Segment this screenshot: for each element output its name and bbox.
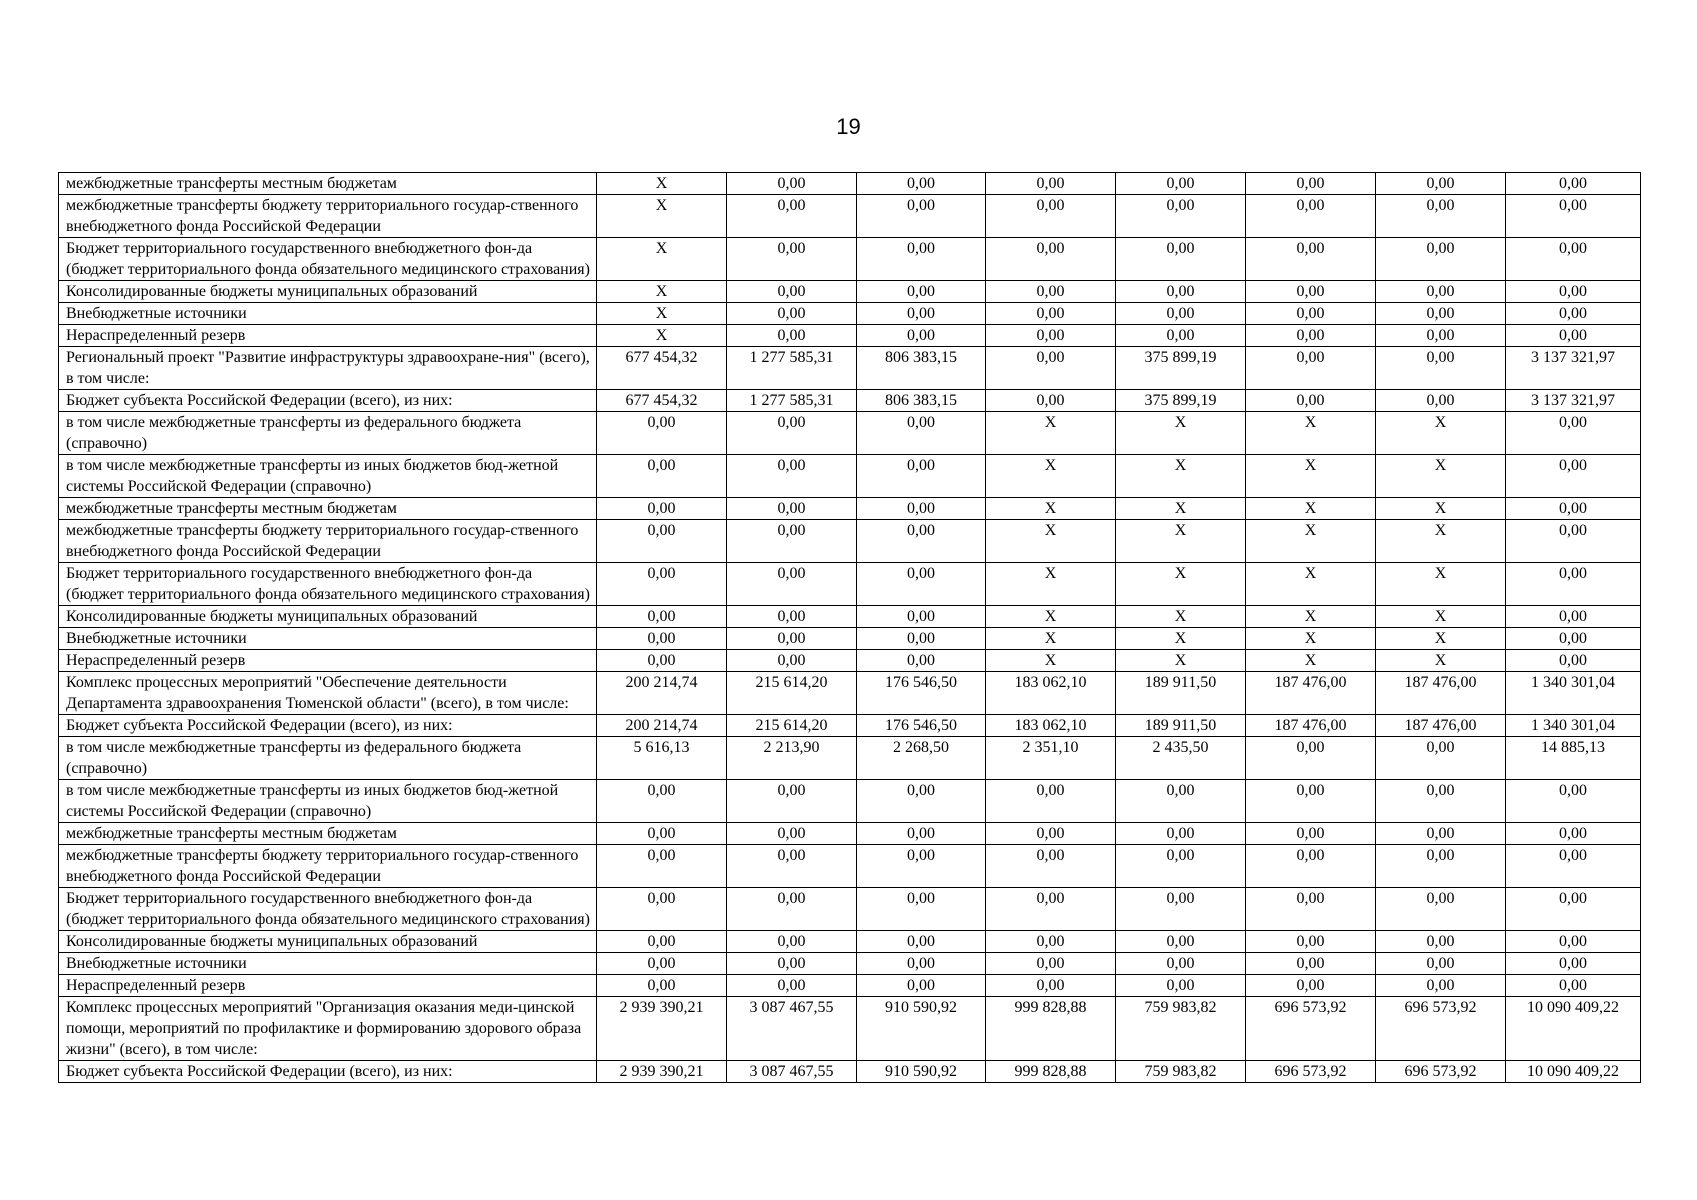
value-cell: X (1376, 412, 1506, 455)
table-row (59, 650, 1641, 672)
value-cell: 0,00 (1116, 931, 1246, 953)
value-cell: 10 090 409,22 (1506, 1061, 1641, 1083)
value-cell: 2 939 390,21 (597, 1061, 727, 1083)
table-row (59, 303, 1641, 325)
value-cell: 0,00 (1246, 390, 1376, 412)
value-cell: 0,00 (1116, 195, 1246, 238)
value-cell: 696 573,92 (1246, 997, 1376, 1061)
value-cell: 0,00 (1376, 737, 1506, 780)
value-cell: 0,00 (597, 498, 727, 520)
value-cell: 5 616,13 (597, 737, 727, 780)
table-row (59, 823, 1641, 845)
value-cell: 0,00 (727, 238, 857, 281)
value-cell: 0,00 (727, 780, 857, 823)
value-cell: 0,00 (727, 650, 857, 672)
value-cell: 0,00 (986, 931, 1116, 953)
value-cell: 0,00 (727, 303, 857, 325)
value-cell: 375 899,19 (1116, 347, 1246, 390)
value-cell: 0,00 (1246, 325, 1376, 347)
value-cell: 3 087 467,55 (727, 997, 857, 1061)
value-cell: 0,00 (597, 606, 727, 628)
value-cell: 0,00 (1506, 281, 1641, 303)
value-cell: 0,00 (1376, 888, 1506, 931)
value-cell: X (1246, 563, 1376, 606)
value-cell: 2 268,50 (857, 737, 986, 780)
value-cell: X (1376, 563, 1506, 606)
value-cell: 0,00 (597, 953, 727, 975)
value-cell: 0,00 (1506, 975, 1641, 997)
value-cell: X (986, 455, 1116, 498)
value-cell: 0,00 (1506, 606, 1641, 628)
value-cell: X (1246, 498, 1376, 520)
value-cell: X (1116, 628, 1246, 650)
value-cell: 0,00 (727, 931, 857, 953)
table-row (59, 931, 1641, 953)
value-cell: 759 983,82 (1116, 997, 1246, 1061)
table-row (59, 281, 1641, 303)
value-cell: 0,00 (1246, 195, 1376, 238)
value-cell: 0,00 (1246, 931, 1376, 953)
value-cell: 183 062,10 (986, 672, 1116, 715)
value-cell: 0,00 (1246, 347, 1376, 390)
row-label: Консолидированные бюджеты муниципальных образований (59, 931, 597, 953)
row-label: в том числе межбюджетные трансферты из иных бюджетов бюд-жетной системы Российской Федерации (справочно) (59, 780, 597, 823)
value-cell: X (597, 173, 727, 195)
value-cell: 0,00 (1116, 888, 1246, 931)
row-label: в том числе межбюджетные трансферты из федерального бюджета (справочно) (59, 412, 597, 455)
row-label: Внебюджетные источники (59, 628, 597, 650)
table-row (59, 606, 1641, 628)
value-cell: 0,00 (1246, 953, 1376, 975)
value-cell: 0,00 (986, 195, 1116, 238)
value-cell: X (597, 195, 727, 238)
table-row (59, 390, 1641, 412)
value-cell: 696 573,92 (1376, 997, 1506, 1061)
value-cell: 0,00 (1116, 975, 1246, 997)
value-cell: 0,00 (986, 390, 1116, 412)
row-label: в том числе межбюджетные трансферты из иных бюджетов бюд-жетной системы Российской Федерации (справочно) (59, 455, 597, 498)
row-label: Бюджет территориального государственного внебюджетного фон-да (бюджет территориального фонда обязательного медицинского страхования) (59, 563, 597, 606)
value-cell: 0,00 (857, 780, 986, 823)
value-cell: 0,00 (986, 173, 1116, 195)
value-cell: X (1376, 520, 1506, 563)
value-cell: 0,00 (857, 455, 986, 498)
value-cell: X (986, 606, 1116, 628)
value-cell: X (1116, 606, 1246, 628)
value-cell: 0,00 (986, 953, 1116, 975)
value-cell: 10 090 409,22 (1506, 997, 1641, 1061)
row-label: Комплекс процессных мероприятий "Обеспечение деятельности Департамента здравоохранения Тюменской области" (всего), в том числе: (59, 672, 597, 715)
value-cell: 0,00 (1506, 520, 1641, 563)
value-cell: 0,00 (1246, 238, 1376, 281)
value-cell: 215 614,20 (727, 672, 857, 715)
value-cell: 0,00 (1506, 563, 1641, 606)
table-row (59, 173, 1641, 195)
row-label: Внебюджетные источники (59, 303, 597, 325)
value-cell: 0,00 (857, 845, 986, 888)
value-cell: 2 435,50 (1116, 737, 1246, 780)
value-cell: X (986, 412, 1116, 455)
value-cell: 200 214,74 (597, 672, 727, 715)
value-cell: X (597, 325, 727, 347)
value-cell: 0,00 (1506, 823, 1641, 845)
value-cell: 0,00 (857, 931, 986, 953)
value-cell: X (597, 238, 727, 281)
value-cell: 0,00 (1506, 195, 1641, 238)
value-cell: 0,00 (1116, 325, 1246, 347)
value-cell: 0,00 (597, 931, 727, 953)
value-cell: 0,00 (727, 628, 857, 650)
value-cell: X (1376, 628, 1506, 650)
table-row (59, 325, 1641, 347)
value-cell: 2 213,90 (727, 737, 857, 780)
value-cell: 0,00 (1246, 888, 1376, 931)
value-cell: 0,00 (727, 281, 857, 303)
table-row (59, 563, 1641, 606)
value-cell: 0,00 (857, 975, 986, 997)
value-cell: 0,00 (857, 628, 986, 650)
value-cell: X (986, 498, 1116, 520)
value-cell: 806 383,15 (857, 347, 986, 390)
value-cell: 0,00 (1376, 238, 1506, 281)
value-cell: 0,00 (727, 975, 857, 997)
value-cell: 0,00 (857, 606, 986, 628)
value-cell: 0,00 (1246, 303, 1376, 325)
value-cell: 0,00 (597, 780, 727, 823)
value-cell: 0,00 (1506, 628, 1641, 650)
value-cell: 677 454,32 (597, 347, 727, 390)
value-cell: 0,00 (1506, 303, 1641, 325)
value-cell: 0,00 (727, 498, 857, 520)
value-cell: 0,00 (597, 888, 727, 931)
row-label: межбюджетные трансферты бюджету территориального государ-ственного внебюджетного фонда Российской Федерации (59, 845, 597, 888)
value-cell: 0,00 (1116, 953, 1246, 975)
value-cell: X (1246, 628, 1376, 650)
value-cell: X (597, 281, 727, 303)
value-cell: X (986, 650, 1116, 672)
value-cell: 0,00 (1376, 953, 1506, 975)
value-cell: X (1376, 498, 1506, 520)
value-cell: 187 476,00 (1246, 672, 1376, 715)
row-label: в том числе межбюджетные трансферты из федерального бюджета (справочно) (59, 737, 597, 780)
value-cell: 0,00 (986, 888, 1116, 931)
value-cell: 0,00 (1376, 780, 1506, 823)
table-row (59, 455, 1641, 498)
value-cell: 2 351,10 (986, 737, 1116, 780)
value-cell: 0,00 (1506, 845, 1641, 888)
value-cell: 759 983,82 (1116, 1061, 1246, 1083)
value-cell: 0,00 (1376, 281, 1506, 303)
value-cell: 0,00 (986, 780, 1116, 823)
value-cell: 0,00 (1506, 931, 1641, 953)
value-cell: 3 087 467,55 (727, 1061, 857, 1083)
value-cell: 0,00 (1506, 455, 1641, 498)
value-cell: X (1376, 455, 1506, 498)
value-cell: X (1116, 455, 1246, 498)
value-cell: 0,00 (1506, 238, 1641, 281)
value-cell: 0,00 (857, 563, 986, 606)
value-cell: 0,00 (1376, 347, 1506, 390)
value-cell: 0,00 (857, 412, 986, 455)
value-cell: 0,00 (727, 195, 857, 238)
row-label: межбюджетные трансферты бюджету территориального государ-ственного внебюджетного фонда Российской Федерации (59, 195, 597, 238)
value-cell: 0,00 (597, 845, 727, 888)
value-cell: 183 062,10 (986, 715, 1116, 737)
table-row (59, 498, 1641, 520)
table-row (59, 780, 1641, 823)
value-cell: 0,00 (1376, 975, 1506, 997)
row-label: Бюджет субъекта Российской Федерации (всего), из них: (59, 390, 597, 412)
value-cell: X (1246, 455, 1376, 498)
value-cell: 999 828,88 (986, 1061, 1116, 1083)
value-cell: 0,00 (857, 888, 986, 931)
value-cell: 0,00 (1376, 303, 1506, 325)
value-cell: 0,00 (986, 325, 1116, 347)
row-label: Нераспределенный резерв (59, 650, 597, 672)
table-row (59, 997, 1641, 1061)
value-cell: 0,00 (727, 325, 857, 347)
value-cell: 0,00 (597, 520, 727, 563)
table-row (59, 347, 1641, 390)
value-cell: 0,00 (1506, 953, 1641, 975)
value-cell: 0,00 (1506, 780, 1641, 823)
table-row (59, 195, 1641, 238)
row-label: межбюджетные трансферты местным бюджетам (59, 498, 597, 520)
value-cell: 910 590,92 (857, 997, 986, 1061)
row-label: Консолидированные бюджеты муниципальных образований (59, 606, 597, 628)
value-cell: 176 546,50 (857, 672, 986, 715)
value-cell: 0,00 (1376, 823, 1506, 845)
value-cell: 677 454,32 (597, 390, 727, 412)
budget-table (58, 172, 1641, 1083)
value-cell: 2 939 390,21 (597, 997, 727, 1061)
value-cell: 0,00 (1506, 650, 1641, 672)
value-cell: 0,00 (1376, 390, 1506, 412)
value-cell: 0,00 (857, 195, 986, 238)
row-label: Нераспределенный резерв (59, 325, 597, 347)
table-row (59, 888, 1641, 931)
value-cell: X (1116, 412, 1246, 455)
value-cell: 3 137 321,97 (1506, 390, 1641, 412)
value-cell: 0,00 (1246, 975, 1376, 997)
value-cell: 189 911,50 (1116, 715, 1246, 737)
value-cell: 0,00 (597, 650, 727, 672)
value-cell: X (986, 628, 1116, 650)
value-cell: X (1116, 563, 1246, 606)
value-cell: 0,00 (857, 498, 986, 520)
value-cell: 0,00 (727, 173, 857, 195)
value-cell: 0,00 (597, 628, 727, 650)
value-cell: 1 277 585,31 (727, 390, 857, 412)
value-cell: 1 277 585,31 (727, 347, 857, 390)
value-cell: 0,00 (1246, 780, 1376, 823)
value-cell: 0,00 (1506, 412, 1641, 455)
row-label: межбюджетные трансферты местным бюджетам (59, 173, 597, 195)
value-cell: 0,00 (727, 606, 857, 628)
value-cell: X (1116, 650, 1246, 672)
table-row (59, 412, 1641, 455)
value-cell: 0,00 (1376, 173, 1506, 195)
value-cell: X (1376, 606, 1506, 628)
value-cell: 0,00 (727, 520, 857, 563)
value-cell: 0,00 (597, 975, 727, 997)
value-cell: X (986, 520, 1116, 563)
value-cell: X (1246, 412, 1376, 455)
value-cell: 0,00 (986, 281, 1116, 303)
value-cell: X (1116, 498, 1246, 520)
value-cell: 1 340 301,04 (1506, 715, 1641, 737)
value-cell: 0,00 (1376, 931, 1506, 953)
value-cell: X (1246, 520, 1376, 563)
value-cell: X (1246, 606, 1376, 628)
table-row (59, 1061, 1641, 1083)
value-cell: 0,00 (597, 412, 727, 455)
value-cell: 0,00 (597, 563, 727, 606)
row-label: Внебюджетные источники (59, 953, 597, 975)
value-cell: 189 911,50 (1116, 672, 1246, 715)
value-cell: 0,00 (1246, 737, 1376, 780)
value-cell: 3 137 321,97 (1506, 347, 1641, 390)
value-cell: 0,00 (727, 455, 857, 498)
value-cell: 0,00 (857, 650, 986, 672)
value-cell: 14 885,13 (1506, 737, 1641, 780)
value-cell: 0,00 (857, 520, 986, 563)
value-cell: 0,00 (1116, 823, 1246, 845)
value-cell: 0,00 (727, 412, 857, 455)
row-label: межбюджетные трансферты местным бюджетам (59, 823, 597, 845)
value-cell: 0,00 (1116, 303, 1246, 325)
value-cell: 0,00 (986, 238, 1116, 281)
value-cell: 0,00 (986, 845, 1116, 888)
row-label: Бюджет субъекта Российской Федерации (всего), из них: (59, 1061, 597, 1083)
value-cell: 215 614,20 (727, 715, 857, 737)
value-cell: 0,00 (1506, 888, 1641, 931)
table-row (59, 628, 1641, 650)
value-cell: 0,00 (1246, 173, 1376, 195)
table-row (59, 238, 1641, 281)
value-cell: 0,00 (857, 173, 986, 195)
value-cell: 0,00 (857, 238, 986, 281)
value-cell: 696 573,92 (1246, 1061, 1376, 1083)
value-cell: 0,00 (1116, 173, 1246, 195)
value-cell: 0,00 (1116, 780, 1246, 823)
value-cell: X (986, 563, 1116, 606)
value-cell: 187 476,00 (1376, 672, 1506, 715)
row-label: межбюджетные трансферты бюджету территориального государ-ственного внебюджетного фонда Российской Федерации (59, 520, 597, 563)
value-cell: 0,00 (986, 303, 1116, 325)
value-cell: 0,00 (727, 953, 857, 975)
value-cell: 0,00 (857, 325, 986, 347)
row-label: Комплекс процессных мероприятий "Организация оказания меди-цинской помощи, мероприятий по профилактике и формированию здорового образа жизни" (всего), в том числе: (59, 997, 597, 1061)
value-cell: 0,00 (986, 823, 1116, 845)
value-cell: 187 476,00 (1246, 715, 1376, 737)
value-cell: 0,00 (986, 975, 1116, 997)
value-cell: 0,00 (597, 455, 727, 498)
value-cell: 0,00 (727, 563, 857, 606)
value-cell: 0,00 (597, 823, 727, 845)
value-cell: 0,00 (1506, 498, 1641, 520)
value-cell: 0,00 (1376, 195, 1506, 238)
value-cell: 0,00 (1246, 281, 1376, 303)
value-cell: 999 828,88 (986, 997, 1116, 1061)
table-row (59, 715, 1641, 737)
table-row (59, 845, 1641, 888)
value-cell: 0,00 (1506, 173, 1641, 195)
value-cell: 0,00 (727, 823, 857, 845)
row-label: Региональный проект "Развитие инфраструктуры здравоохране-ния" (всего), в том числе: (59, 347, 597, 390)
value-cell: 0,00 (1246, 845, 1376, 888)
row-label: Нераспределенный резерв (59, 975, 597, 997)
value-cell: 0,00 (857, 303, 986, 325)
row-label: Консолидированные бюджеты муниципальных образований (59, 281, 597, 303)
value-cell: 187 476,00 (1376, 715, 1506, 737)
table-row (59, 520, 1641, 563)
value-cell: 0,00 (727, 845, 857, 888)
value-cell: 910 590,92 (857, 1061, 986, 1083)
row-label: Бюджет территориального государственного внебюджетного фон-да (бюджет территориального фонда обязательного медицинского страхования) (59, 238, 597, 281)
value-cell: 0,00 (986, 347, 1116, 390)
value-cell: 0,00 (1246, 823, 1376, 845)
value-cell: 696 573,92 (1376, 1061, 1506, 1083)
table-row (59, 737, 1641, 780)
value-cell: 200 214,74 (597, 715, 727, 737)
value-cell: 0,00 (1116, 281, 1246, 303)
row-label: Бюджет территориального государственного внебюджетного фон-да (бюджет территориального фонда обязательного медицинского страхования) (59, 888, 597, 931)
value-cell: 176 546,50 (857, 715, 986, 737)
value-cell: 0,00 (1376, 325, 1506, 347)
value-cell: 0,00 (727, 888, 857, 931)
value-cell: X (597, 303, 727, 325)
table-body (59, 173, 1641, 1083)
value-cell: 0,00 (1116, 845, 1246, 888)
value-cell: X (1376, 650, 1506, 672)
table-row (59, 672, 1641, 715)
value-cell: 806 383,15 (857, 390, 986, 412)
page-number: 19 (836, 114, 861, 139)
value-cell: 0,00 (1506, 325, 1641, 347)
value-cell: 1 340 301,04 (1506, 672, 1641, 715)
table-row (59, 953, 1641, 975)
value-cell: 0,00 (1376, 845, 1506, 888)
value-cell: X (1246, 650, 1376, 672)
value-cell: X (1116, 520, 1246, 563)
value-cell: 375 899,19 (1116, 390, 1246, 412)
value-cell: 0,00 (857, 281, 986, 303)
value-cell: 0,00 (857, 823, 986, 845)
row-label: Бюджет субъекта Российской Федерации (всего), из них: (59, 715, 597, 737)
value-cell: 0,00 (857, 953, 986, 975)
value-cell: 0,00 (1116, 238, 1246, 281)
table-row (59, 975, 1641, 997)
